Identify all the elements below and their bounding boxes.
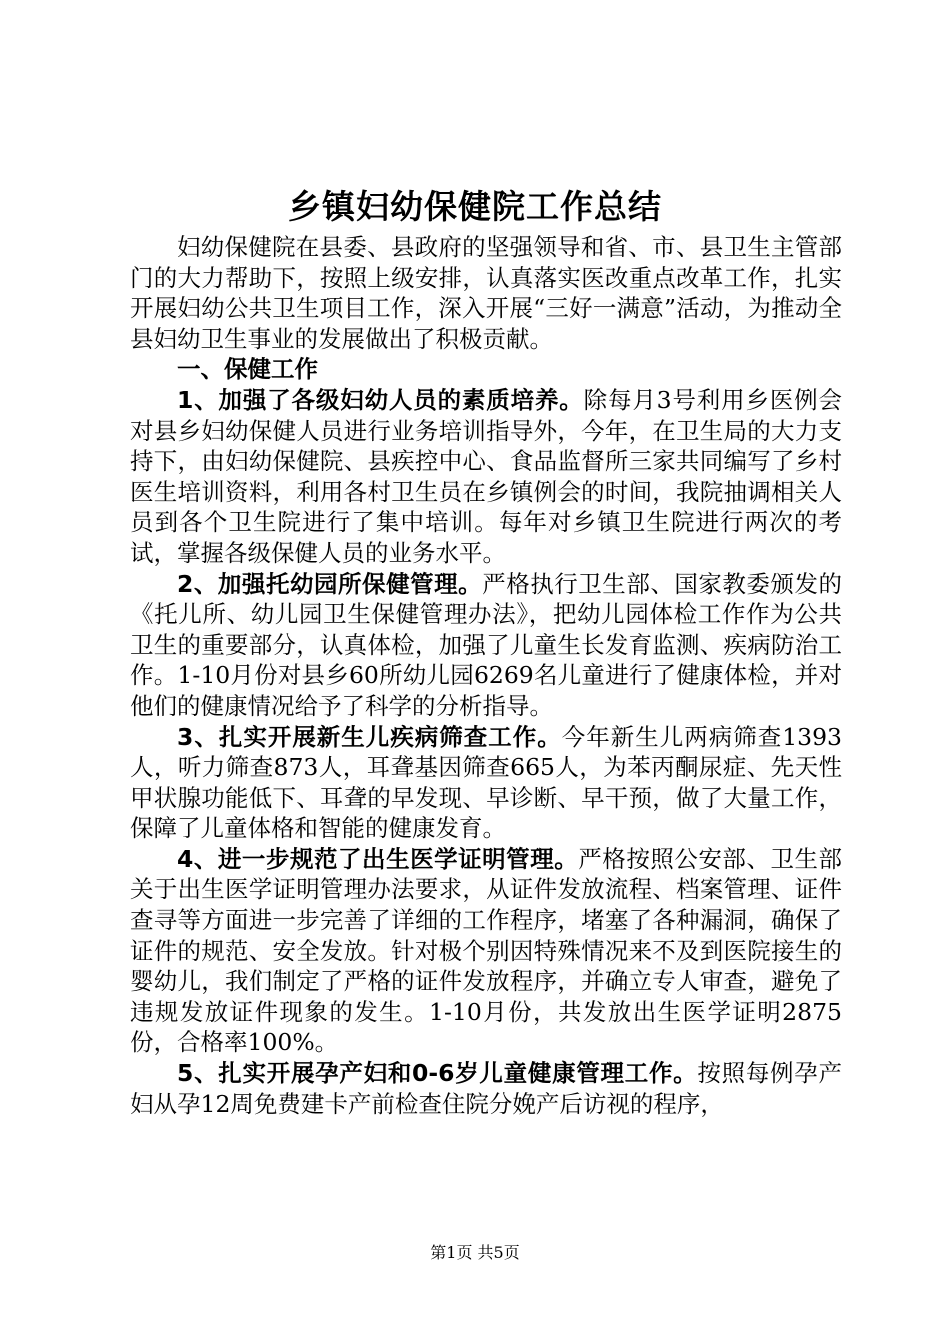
item-text: 按照每例孕产妇从孕12周免费建卡产前检查住院分娩产后访视的程序， <box>130 1059 842 1118</box>
item-lead: 5、扎实开展孕产妇和0-6岁儿童健康管理工作。 <box>177 1059 698 1088</box>
item-text: 严格按照公安部、卫生部关于出生医学证明管理办法要求，从证件发放流程、档案管理、证件查寻等方面进一步完善了详细的工作程序，堵塞了各种漏洞，确保了证件的规范、安全发放。针对极个别因特殊情况来不及到医院接生的婴幼儿，我们制定了严格的证件发放程序，并确立专人审查，避免了违规发放证件现象的发生。1-10月份，共发放出生医学证明2875份，合格率100%。 <box>130 844 843 1057</box>
paragraph-item-3 <box>130 722 842 844</box>
item-lead: 2、加强托幼园所保健管理。 <box>177 569 483 598</box>
paragraph-item-4 <box>130 844 842 1058</box>
item-lead: 3、扎实开展新生儿疾病筛查工作。 <box>177 722 562 751</box>
page-footer: 第1页 共5页 <box>430 1243 520 1262</box>
item-text: 今年新生儿两病筛查1393人，听力筛查873人，耳聋基因筛查665人，为苯丙酮尿症、先天性甲状腺功能低下、耳聋的早发现、早诊断、早干预，做了大量工作，保障了儿童体格和智能的健康发育。 <box>130 722 842 843</box>
document-body <box>130 232 842 1119</box>
section-heading: 一、保健工作 <box>177 355 318 384</box>
item-lead: 1、加强了各级妇幼人员的素质培养。 <box>177 385 584 414</box>
paragraph-item-1 <box>130 385 842 569</box>
paragraph-item-2 <box>130 569 842 722</box>
item-text: 严格执行卫生部、国家教委颁发的《托儿所、幼儿园卫生保健管理办法》，把幼儿园体检工作作为公共卫生的重要部分，认真体检，加强了儿童生长发育监测、疾病防治工作。1-10月份对县乡60所幼儿园6269名儿童进行了健康体检，并对他们的健康情况给予了科学的分析指导。 <box>130 569 843 720</box>
item-lead: 4、进一步规范了出生医学证明管理。 <box>177 844 579 873</box>
item-text: 除每月3号利用乡医例会对县乡妇幼保健人员进行业务培训指导外，今年，在卫生局的大力支持下，由妇幼保健院、县疾控中心、食品监督所三家共同编写了乡村医生培训资料，利用各村卫生员在乡镇例会的时间，我院抽调相关人员到各个卫生院进行了集中培训。每年对乡镇卫生院进行两次的考试，掌握各级保健人员的业务水平。 <box>130 385 842 567</box>
intro-paragraph: 妇幼保健院在县委、县政府的坚强领导和省、市、县卫生主管部门的大力帮助下，按照上级安排，认真落实医改重点改革工作，扎实开展妇幼公共卫生项目工作，深入开展“三好一满意”活动，为推动全县妇幼卫生事业的发展做出了积极贡献。 <box>130 233 842 353</box>
document-title: 乡镇妇幼保健院工作总结 <box>288 187 662 226</box>
paragraph-item-5 <box>130 1058 842 1119</box>
